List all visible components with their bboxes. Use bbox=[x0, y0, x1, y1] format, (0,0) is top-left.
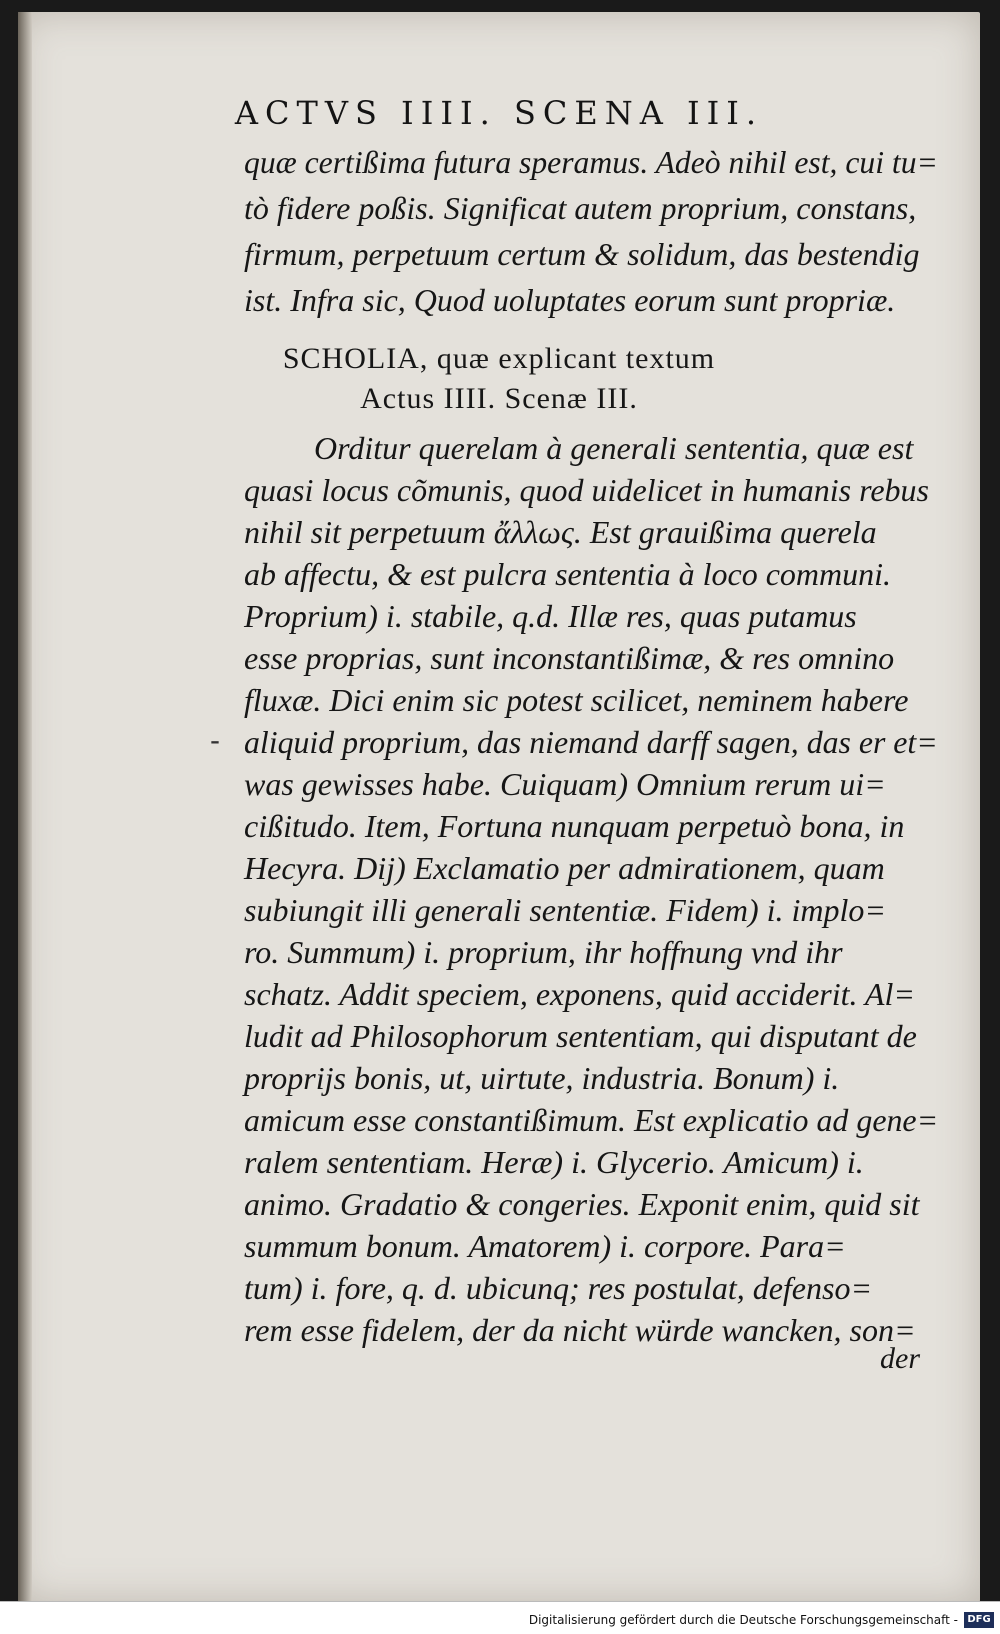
text-line: animo. Gradatio & congeries. Exponit enim, quid sit bbox=[244, 1186, 920, 1222]
text-line: Orditur querelam à generali sententia, quæ est bbox=[314, 430, 914, 466]
text-line: quæ certißima futura speramus. Adeò nihil est, cui tu= bbox=[244, 144, 938, 180]
text-line: Hecyra. Dij) Exclamatio per admirationem, quam bbox=[244, 850, 885, 886]
text-line: tò fidere poßis. Significat autem proprium, constans, bbox=[244, 190, 917, 226]
text-line: rem esse fidelem, der da nicht würde wancken, son= bbox=[244, 1312, 916, 1348]
text-line: subiungit illi generali sententiæ. Fidem) i. implo= bbox=[244, 892, 886, 928]
text-line: firmum, perpetuum certum & solidum, das bestendig bbox=[244, 236, 920, 272]
text-line: was gewisses habe. Cuiquam) Omnium rerum ui= bbox=[244, 766, 886, 802]
text-line: schatz. Addit speciem, exponens, quid acciderit. Al= bbox=[244, 976, 915, 1012]
funding-credit: Digitalisierung gefördert durch die Deutsche Forschungsgemeinschaft - bbox=[528, 1613, 958, 1627]
footer-bar bbox=[0, 1601, 1000, 1634]
text-line: tum) i. fore, q. d. ubicunq; res postulat, defenso= bbox=[244, 1270, 873, 1306]
text-line: aliquid proprium, das niemand darff sagen, das er et= bbox=[244, 724, 938, 760]
dfg-logo-icon: DFG bbox=[964, 1612, 994, 1628]
running-head: ACTVS IIII. SCENA III. bbox=[234, 94, 764, 132]
text-line: esse proprias, sunt inconstantißimæ, & res omnino bbox=[244, 640, 895, 676]
text-line: ab affectu, & est pulcra sententia à loco communi. bbox=[244, 556, 891, 592]
catchword: der bbox=[880, 1342, 920, 1375]
text-line: ralem sententiam. Heræ) i. Glycerio. Amicum) i. bbox=[244, 1144, 864, 1180]
text-line: Proprium) i. stabile, q.d. Illæ res, quas putamus bbox=[244, 598, 857, 634]
text-line: summum bonum. Amatorem) i. corpore. Para= bbox=[244, 1228, 846, 1264]
text-line: quasi locus cõmunis, quod uidelicet in humanis rebus bbox=[244, 472, 929, 508]
book-page bbox=[18, 12, 980, 1602]
text-line: ro. Summum) i. proprium, ihr hoffnung vnd ihr bbox=[244, 934, 843, 970]
text-line: fluxæ. Dici enim sic potest scilicet, neminem habere bbox=[244, 682, 909, 718]
text-line: ludit ad Philosophorum sententiam, qui disputant de bbox=[244, 1018, 917, 1054]
text-line: amicum esse constantißimum. Est explicatio ad gene= bbox=[244, 1102, 939, 1138]
scholia-subheading: Actus IIII. Scenæ III. bbox=[360, 382, 638, 415]
text-line: ist. Infra sic, Quod uoluptates eorum sunt propriæ. bbox=[244, 282, 896, 318]
text-line: proprijs bonis, ut, uirtute, industria. Bonum) i. bbox=[244, 1060, 840, 1096]
margin-mark: - bbox=[210, 724, 220, 757]
text-line: cißitudo. Item, Fortuna nunquam perpetuò bona, in bbox=[244, 808, 905, 844]
scholia-heading: SCHOLIA, quæ explicant textum bbox=[282, 342, 716, 375]
text-line: nihil sit perpetuum ἄλλως. Est grauißima querela bbox=[244, 514, 877, 550]
